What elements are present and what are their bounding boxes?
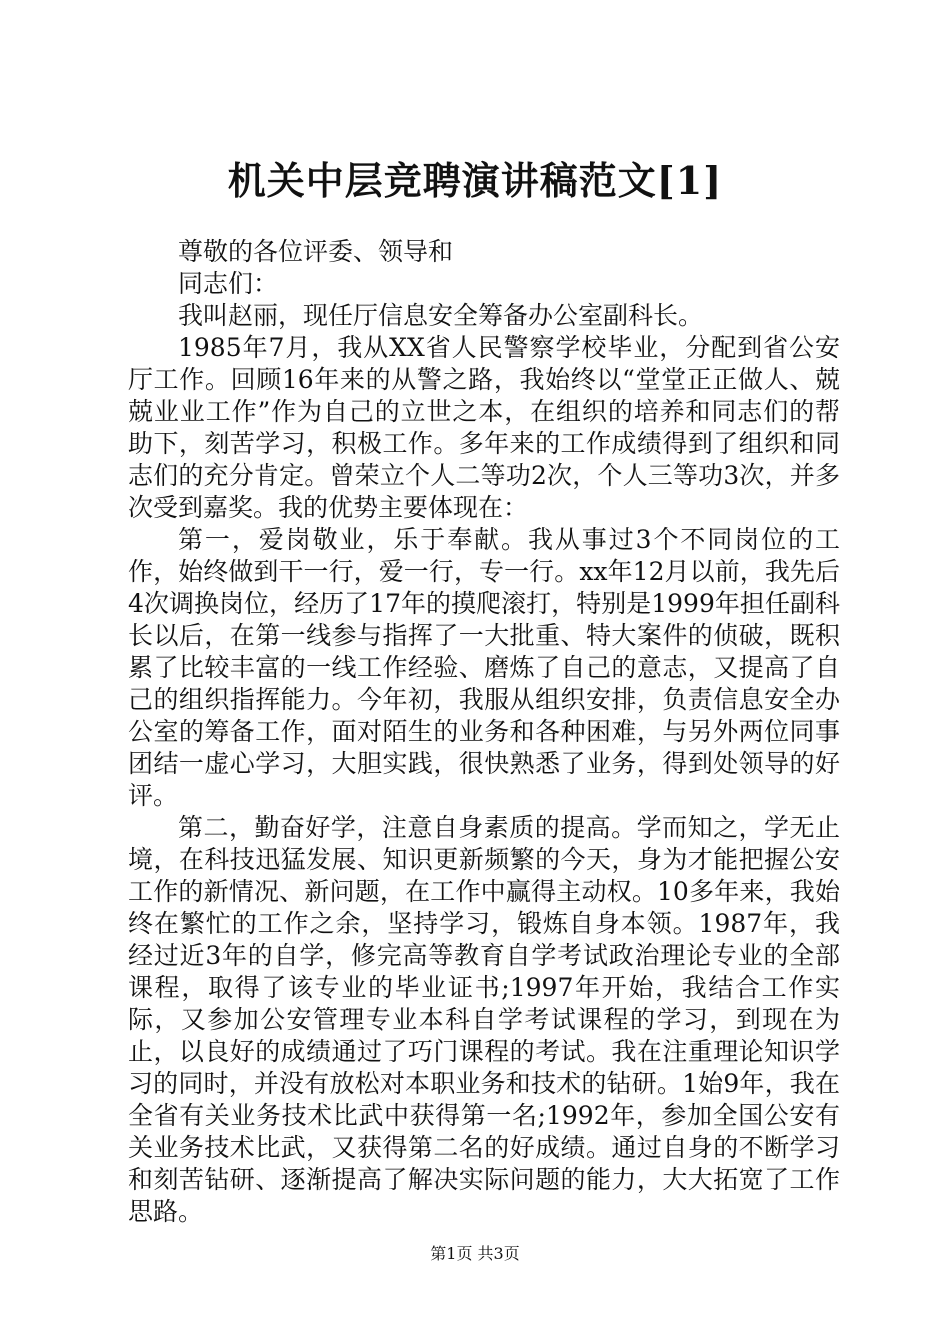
document-title: 机关中层竞聘演讲稿范文[1]: [227, 158, 723, 203]
salutation-line-1: 尊敬的各位评委、领导和: [178, 237, 454, 266]
salutation-line-2: 同志们：: [178, 269, 279, 298]
introduction-paragraph: 我叫赵丽，现任厅信息安全筹备办公室副科长。: [178, 301, 704, 330]
first-advantage-paragraph: 第一，爱岗敬业，乐于奉献。我从事过3个不同岗位的工作，始终做到干一行，爱一行，专一行。xx年12月以前，我先后4次调换岗位，经历了17年的摸爬滚打，特别是1999年担任副科长以后，在第一线参与指挥了一大批重、特大案件的侦破，既积累了比较丰富的一线工作经验、磨炼了自己的意志，又提高了自己的组织指挥能力。今年初，我服从组织安排，负责信息安全办公室的筹备工作，面对陌生的业务和各种困难，与另外两位同事团结一虚心学习，大胆实践，很快熟悉了业务，得到处领导的好评。: [128, 525, 840, 810]
second-advantage-paragraph: 第二，勤奋好学，注意自身素质的提高。学而知之，学无止境，在科技迅猛发展、知识更新频繁的今天，身为才能把握公安工作的新情况、新问题，在工作中赢得主动权。10多年来，我始终在繁忙的工作之余，坚持学习，锻炼自身本领。1987年，我经过近3年的自学，修完高等教育自学考试政治理论专业的全部课程，取得了该专业的毕业证书;1997年开始，我结合工作实际，又参加公安管理专业本科自学考试课程的学习，到现在为止，以良好的成绩通过了巧门课程的考试。我在注重理论知识学习的同时，并没有放松对本职业务和技术的钻研。1始9年，我在全省有关业务技术比武中获得第一名;1992年，参加全国公安有关业务技术比武，又获得第二名的好成绩。通过自身的不断学习和刻苦钻研、逐渐提高了解决实际问题的能力，大大拓宽了工作思路。: [128, 813, 840, 1226]
document-body: [128, 236, 840, 1228]
page-number-footer: 第1页 共3页: [430, 1244, 520, 1263]
background-paragraph: 1985年7月，我从XX省人民警察学校毕业，分配到省公安厅工作。回顾16年来的从警之路，我始终以“堂堂正正做人、兢兢业业工作”作为自己的立世之本，在组织的培养和同志们的帮助下，刻苦学习，积极工作。多年来的工作成绩得到了组织和同志们的充分肯定。曾荣立个人二等功2次，个人三等功3次，并多次受到嘉奖。我的优势主要体现在：: [128, 333, 840, 522]
